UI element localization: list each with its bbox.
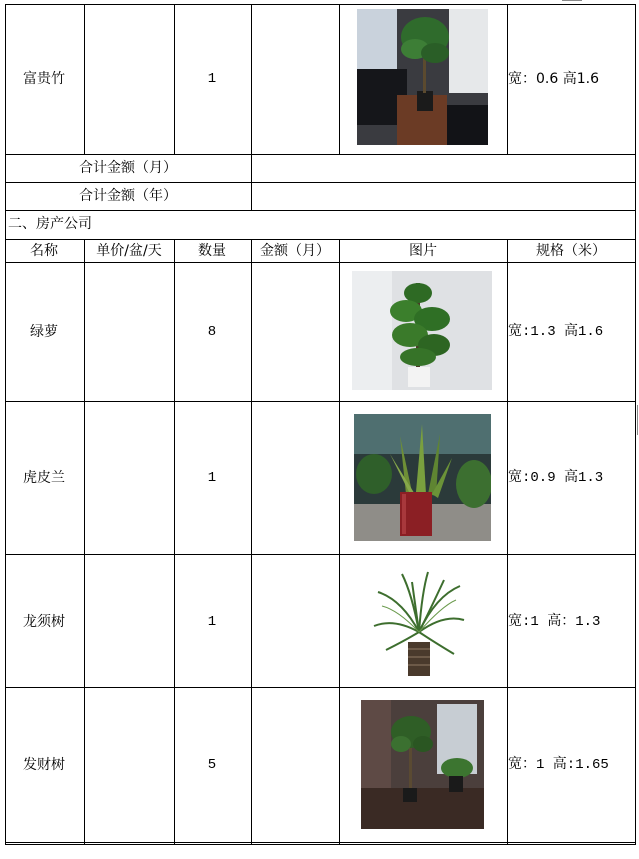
row-spec: 宽:1.3 高1.6: [508, 324, 604, 340]
row-spec: 宽:1 高：1.3: [508, 614, 601, 630]
table-rule: [339, 239, 340, 844]
total-year-label: 合计金额（年）: [79, 188, 177, 204]
header-spec: 规格（米）: [536, 243, 606, 259]
row-name: 绿萝: [30, 324, 58, 340]
table-rule: [5, 687, 636, 688]
header-amount: 金额（月）: [260, 243, 330, 259]
table-rule: [5, 239, 636, 240]
row-name: 虎皮兰: [23, 470, 65, 486]
header-name: 名称: [30, 243, 58, 259]
plant-photo-icon: [361, 700, 484, 829]
page-mark: [637, 405, 638, 435]
row-spec: 宽：0.6 高1.6: [508, 71, 599, 87]
table-rule: [174, 4, 175, 154]
table-rule: [5, 210, 636, 211]
table-rule: [5, 154, 636, 155]
table-rule: [84, 239, 85, 844]
plant-photo-icon: [357, 9, 488, 145]
table-rule: [5, 4, 636, 5]
row-qty: 5: [207, 757, 217, 773]
table-rule: [339, 4, 340, 154]
total-month-label: 合计金额（月）: [79, 160, 177, 176]
table-rule: [84, 4, 85, 154]
header-image: 图片: [409, 243, 437, 259]
table-rule: [5, 262, 636, 263]
table-rule: [251, 4, 252, 210]
row-qty: 8: [207, 324, 217, 340]
table-rule: [5, 844, 636, 845]
header-qty: 数量: [198, 243, 226, 259]
row-spec: 宽:0.9 高1.3: [508, 470, 604, 486]
table-rule: [635, 4, 636, 845]
row-qty: 1: [207, 71, 217, 87]
table-rule: [5, 4, 6, 845]
section-title: 二、房产公司: [8, 216, 92, 232]
row-qty: 1: [207, 470, 217, 486]
row-name: 富贵竹: [23, 71, 65, 87]
page-mark: [562, 0, 582, 1]
table-rule: [174, 239, 175, 844]
row-qty: 1: [207, 614, 217, 630]
row-name: 发财树: [23, 757, 65, 773]
table-rule: [5, 401, 636, 402]
header-price: 单价/盆/天: [96, 243, 162, 259]
row-name: 龙须树: [23, 614, 65, 630]
table-rule: [5, 842, 636, 843]
table-rule: [251, 239, 252, 844]
plant-photo-icon: [352, 271, 492, 390]
table-rule: [5, 554, 636, 555]
plant-photo-icon: [354, 414, 491, 541]
table-rule: [5, 182, 636, 183]
plant-photo-icon: [372, 570, 467, 678]
row-spec: 宽：1 高:1.65: [508, 757, 609, 773]
